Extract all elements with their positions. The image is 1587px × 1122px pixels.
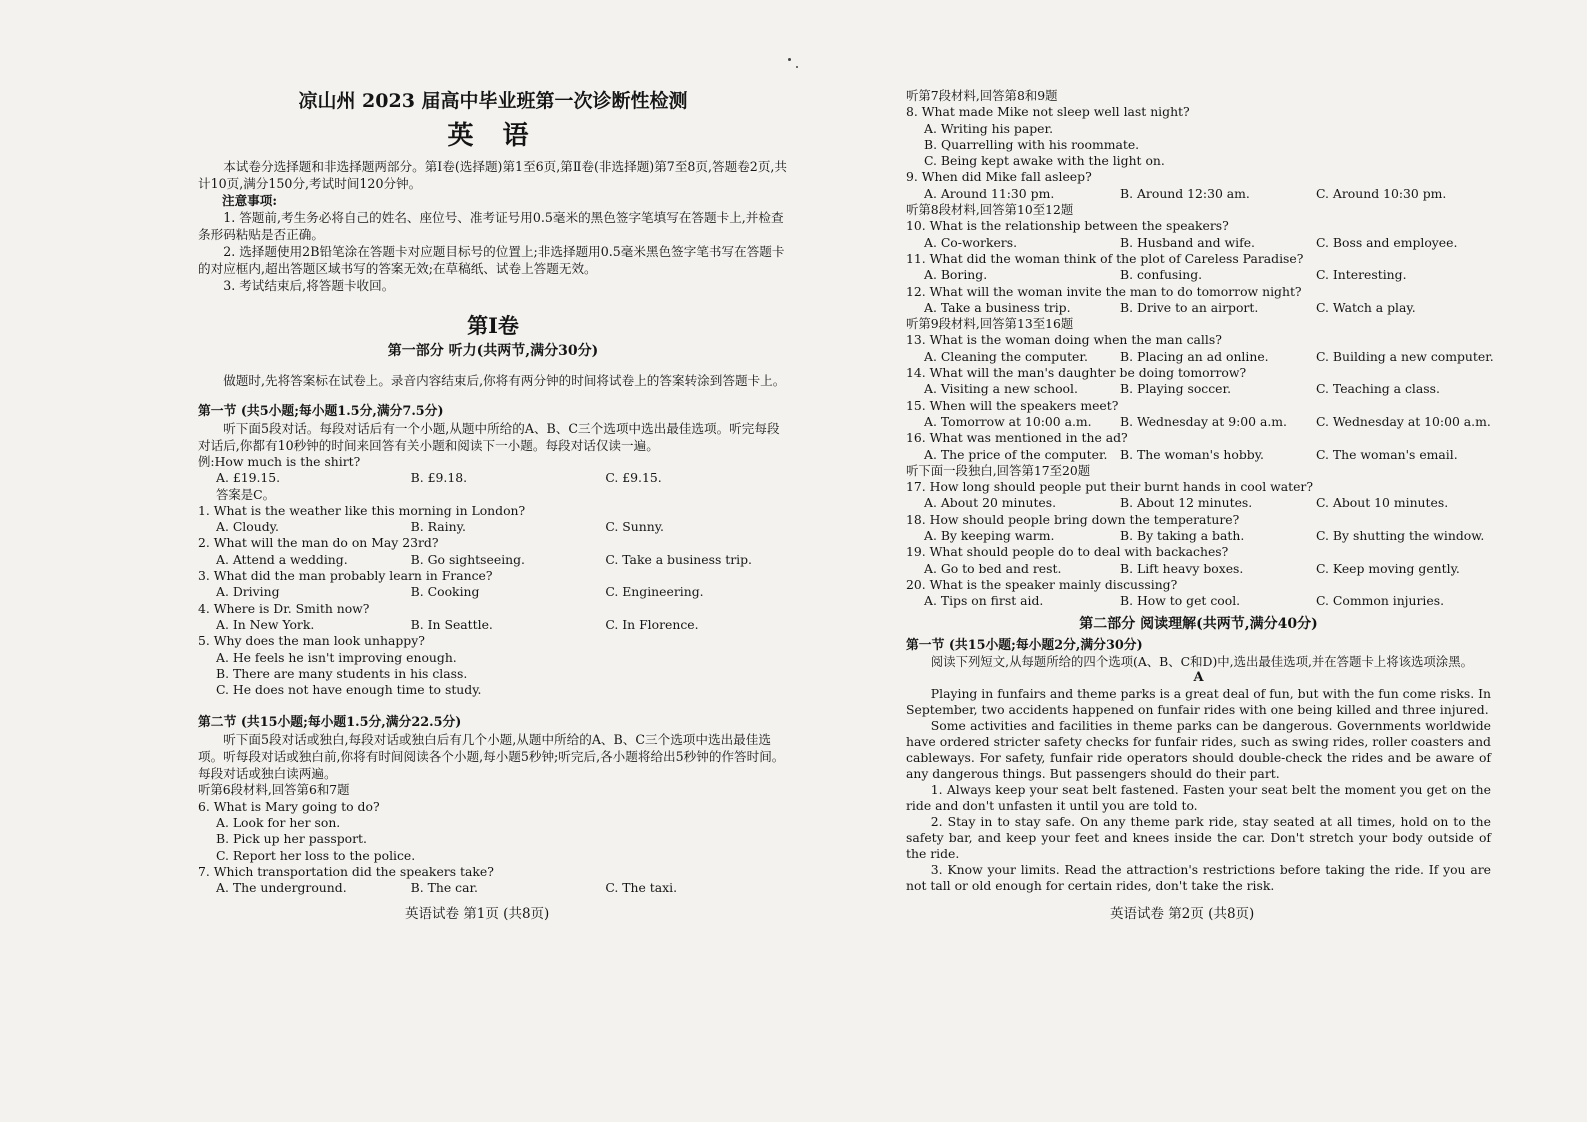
option: B. Cooking — [410, 584, 480, 600]
option: A. Cloudy. — [216, 519, 279, 535]
question-text: 16. What was mentioned in the ad? — [906, 430, 1128, 446]
question-1 — [198, 503, 800, 536]
notice-heading: 注意事项: — [222, 193, 278, 208]
question-text: 12. What will the woman invite the man to do tomorrow night? — [906, 283, 1302, 299]
option: B. Placing an ad online. — [1120, 348, 1269, 364]
option: A. Boring. — [924, 267, 988, 283]
question-18 — [906, 512, 1587, 545]
section2-instruction: 听下面5段对话或独白,每段对话或独白后有几个小题,从题中所给的A、B、C三个选项中选出最佳选项。听每段对话或独白前,你将有时间阅读各个小题,每小题5秒钟;听完后,各小题将给出5秒钟的作答时间。每段对话或独白读两遍。 — [198, 732, 785, 782]
question-text: 4. Where is Dr. Smith now? — [198, 600, 370, 616]
question-text: 10. What is the relationship between the speakers? — [906, 218, 1229, 234]
question-15 — [906, 398, 1587, 431]
option: B. Around 12:30 am. — [1120, 185, 1250, 201]
scan-speck — [788, 58, 791, 61]
question-text: 3. What did the man probably learn in France? — [198, 568, 493, 584]
option: A. Cleaning the computer. — [924, 348, 1088, 364]
page-footer: 英语试卷 第1页 (共8页) — [405, 906, 550, 922]
option: B. confusing. — [1120, 267, 1203, 283]
option: A. Co-workers. — [924, 234, 1018, 250]
option: A. Tips on first aid. — [924, 593, 1044, 609]
option: B. The woman's hobby. — [1120, 446, 1264, 462]
option: B. Pick up her passport. — [216, 831, 367, 847]
option: B. How to get cool. — [1120, 593, 1241, 609]
part2-title: 第二部分 阅读理解(共两节,满分40分) — [1079, 615, 1318, 632]
option: B. £9.18. — [410, 470, 468, 486]
section2-title: 第二节 (共15小题;每小题1.5分,满分22.5分) — [198, 715, 462, 731]
reading-instruction: 阅读下列短文,从每题所给的四个选项(A、B、C和D)中,选出最佳选项,并在答题卡上将该选项涂黑。 — [930, 653, 1473, 669]
question-5 — [198, 633, 800, 698]
subject-title: 英 语 — [447, 121, 539, 151]
question-text: 14. What will the man's daughter be doing tomorrow? — [906, 365, 1247, 381]
question-9 — [906, 169, 1587, 202]
question-text: 17. How long should people put their burnt hands in cool water? — [906, 479, 1313, 495]
question-text: 13. What is the woman doing when the man calls? — [906, 332, 1222, 348]
option: C. By shutting the window. — [1316, 528, 1485, 544]
question-text: 5. Why does the man look unhappy? — [198, 633, 425, 649]
option: B. About 12 minutes. — [1120, 495, 1253, 511]
option: C. Keep moving gently. — [1316, 560, 1460, 576]
option: C. Being kept awake with the light on. — [924, 153, 1165, 169]
option: C. The woman's email. — [1316, 446, 1458, 462]
question-text: 20. What is the speaker mainly discussing? — [906, 576, 1178, 592]
option: A. The underground. — [216, 880, 347, 896]
option: A. Visiting a new school. — [924, 381, 1078, 397]
question-text: 6. What is Mary going to do? — [198, 798, 380, 814]
example-answer: 答案是C。 — [216, 486, 276, 502]
option: A. Tomorrow at 10:00 a.m. — [924, 413, 1092, 429]
reading-section1-title: 第一节 (共15小题;每小题2分,满分30分) — [906, 637, 1143, 653]
question-4 — [198, 601, 800, 634]
question-16 — [906, 430, 1587, 463]
option: C. Interesting. — [1316, 267, 1407, 283]
option: B. By taking a bath. — [1120, 528, 1245, 544]
option: B. Husband and wife. — [1120, 234, 1255, 250]
option: C. £9.15. — [605, 470, 662, 486]
option: C. Teaching a class. — [1316, 381, 1440, 397]
option: A. Take a business trip. — [924, 299, 1071, 315]
exam-intro: 本试卷分选择题和非选择题两部分。第Ⅰ卷(选择题)第1至6页,第Ⅱ卷(非选择题)第7至8页,答题卷2页,共计10页,满分150分,考试时间120分钟。 — [198, 159, 788, 191]
question-14 — [906, 365, 1587, 398]
material-heading: 听第6段材料,回答第6和7题 — [198, 782, 350, 798]
question-text: 18. How should people bring down the temperature? — [906, 511, 1240, 527]
option: C. Building a new computer. — [1316, 348, 1494, 364]
section1-instruction: 听下面5段对话。每段对话后有一个小题,从题中所给的A、B、C三个选项中选出最佳选项。听完每段对话后,你都有10秒钟的时间来回答有关小题和阅读下一小题。每段对话仅读一遍。 — [198, 421, 780, 453]
question-19 — [906, 544, 1587, 577]
option: B. Drive to an airport. — [1120, 299, 1259, 315]
option: C. Around 10:30 pm. — [1316, 185, 1447, 201]
passage-paragraph: Some activities and facilities in theme parks can be dangerous. Governments worldwide have ordered stricter safety checks for funfair rides, such as swing rides, roller coasters and cableways. For safety, funfair ride operators should double-check the rides and be aware of any dangerous things. But passengers should do their part. — [906, 717, 1491, 781]
question-text: 15. When will the speakers meet? — [906, 397, 1119, 413]
passage-paragraph: 3. Know your limits. Read the attraction's restrictions before taking the ride. If you are not tall or old enough for certain rides, don't take the risk. — [906, 861, 1491, 893]
option: C. In Florence. — [605, 616, 699, 632]
question-20 — [906, 577, 1587, 610]
option: A. Driving — [216, 584, 280, 600]
volume-title: 第Ⅰ卷 — [467, 313, 519, 338]
material-heading: 听第8段材料,回答第10至12题 — [906, 202, 1074, 218]
material-heading: 听第9段材料,回答第13至16题 — [906, 316, 1074, 332]
option: C. He does not have enough time to study. — [216, 682, 482, 698]
question-text: 2. What will the man do on May 23rd? — [198, 535, 439, 551]
question-text: 1. What is the weather like this morning in London? — [198, 502, 526, 518]
question-8 — [906, 104, 1587, 169]
option: A. Look for her son. — [216, 815, 341, 831]
question-text: 9. When did Mike fall asleep? — [906, 169, 1092, 185]
page-footer: 英语试卷 第2页 (共8页) — [1110, 906, 1255, 922]
option: A. The price of the computer. — [924, 446, 1108, 462]
passage-paragraph: 2. Stay in to stay safe. On any theme park ride, stay seated at all times, hold on to the safety bar, and keep your feet and knees inside the car. Don't stretch your body outside of the ride. — [906, 813, 1491, 861]
option: C. Take a business trip. — [605, 551, 752, 567]
part1-title: 第一部分 听力(共两节,满分30分) — [387, 343, 599, 359]
question-13 — [906, 332, 1587, 365]
question-text: 7. Which transportation did the speakers take? — [198, 863, 494, 879]
option: B. Rainy. — [410, 519, 466, 535]
passage-paragraph: Playing in funfairs and theme parks is a great deal of fun, but with the fun come risks. In September, two accidents happened on funfair rides with one being killed and three injured. — [906, 685, 1491, 717]
option: B. Wednesday at 9:00 a.m. — [1120, 413, 1287, 429]
option: A. By keeping warm. — [924, 528, 1055, 544]
option: A. In New York. — [216, 616, 315, 632]
question-7 — [198, 864, 800, 897]
example-question — [198, 454, 800, 503]
question-text: 例:How much is the shirt? — [198, 454, 361, 469]
question-2 — [198, 535, 800, 568]
option: C. About 10 minutes. — [1316, 495, 1449, 511]
exam-title: 凉山州 2023 届高中毕业班第一次诊断性检测 — [298, 90, 688, 112]
option: C. Boss and employee. — [1316, 234, 1458, 250]
question-text: 11. What did the woman think of the plot of Careless Paradise? — [906, 250, 1304, 266]
right-page — [800, 0, 1587, 1122]
question-10 — [906, 218, 1587, 251]
passage-label: A — [1193, 669, 1204, 685]
option: A. He feels he isn't improving enough. — [216, 649, 457, 665]
option: C. The taxi. — [605, 880, 678, 896]
option: A. Around 11:30 pm. — [924, 185, 1055, 201]
option: C. Watch a play. — [1316, 299, 1416, 315]
notice-item: 2. 选择题使用2B铅笔涂在答题卡对应题目标号的位置上;非选择题用0.5毫米黑色签字笔书写在答题卡的对应框内,超出答题区域书写的答案无效;在草稿纸、试卷上答题无效。 — [198, 244, 785, 276]
question-17 — [906, 479, 1587, 512]
option: C. Wednesday at 10:00 a.m. — [1316, 413, 1491, 429]
option: B. Go sightseeing. — [410, 551, 526, 567]
passage-paragraph: 1. Always keep your seat belt fastened. Fasten your seat belt the moment you get on the ride and don't unfasten it until you are told to. — [906, 781, 1491, 813]
option: C. Common injuries. — [1316, 593, 1445, 609]
option: B. The car. — [410, 880, 478, 896]
notice-item: 1. 答题前,考生务必将自己的姓名、座位号、准考证号用0.5毫米的黑色签字笔填写在答题卡上,并检查条形码粘贴是否正确。 — [198, 210, 784, 242]
option: A. About 20 minutes. — [924, 495, 1057, 511]
option: A. Attend a wedding. — [216, 551, 348, 567]
material-heading: 听第7段材料,回答第8和9题 — [906, 88, 1058, 103]
material-heading: 听下面一段独白,回答第17至20题 — [906, 462, 1091, 478]
notice-item: 3. 考试结束后,将答题卡收回。 — [223, 278, 395, 293]
section1-title: 第一节 (共5小题;每小题1.5分,满分7.5分) — [198, 404, 444, 419]
option: B. In Seattle. — [410, 616, 493, 632]
question-11 — [906, 251, 1587, 284]
option: B. Lift heavy boxes. — [1120, 560, 1244, 576]
question-text: 8. What made Mike not sleep well last night? — [906, 104, 1190, 120]
option: A. Writing his paper. — [924, 120, 1054, 136]
option: C. Sunny. — [605, 519, 664, 535]
question-3 — [198, 568, 800, 601]
option: C. Engineering. — [605, 584, 704, 600]
scan-speck — [796, 66, 798, 68]
option: A. £19.15. — [216, 470, 281, 486]
question-text: 19. What should people do to deal with backaches? — [906, 544, 1229, 560]
option: B. There are many students in his class. — [216, 665, 468, 681]
option: B. Playing soccer. — [1120, 381, 1232, 397]
option: B. Quarrelling with his roommate. — [924, 136, 1140, 152]
option: C. Report her loss to the police. — [216, 847, 416, 863]
question-12 — [906, 284, 1587, 317]
question-6 — [198, 799, 800, 864]
part1-instruction: 做题时,先将答案标在试卷上。录音内容结束后,你将有两分钟的时间将试卷上的答案转涂到答题卡上。 — [223, 373, 786, 388]
option: A. Go to bed and rest. — [924, 560, 1062, 576]
